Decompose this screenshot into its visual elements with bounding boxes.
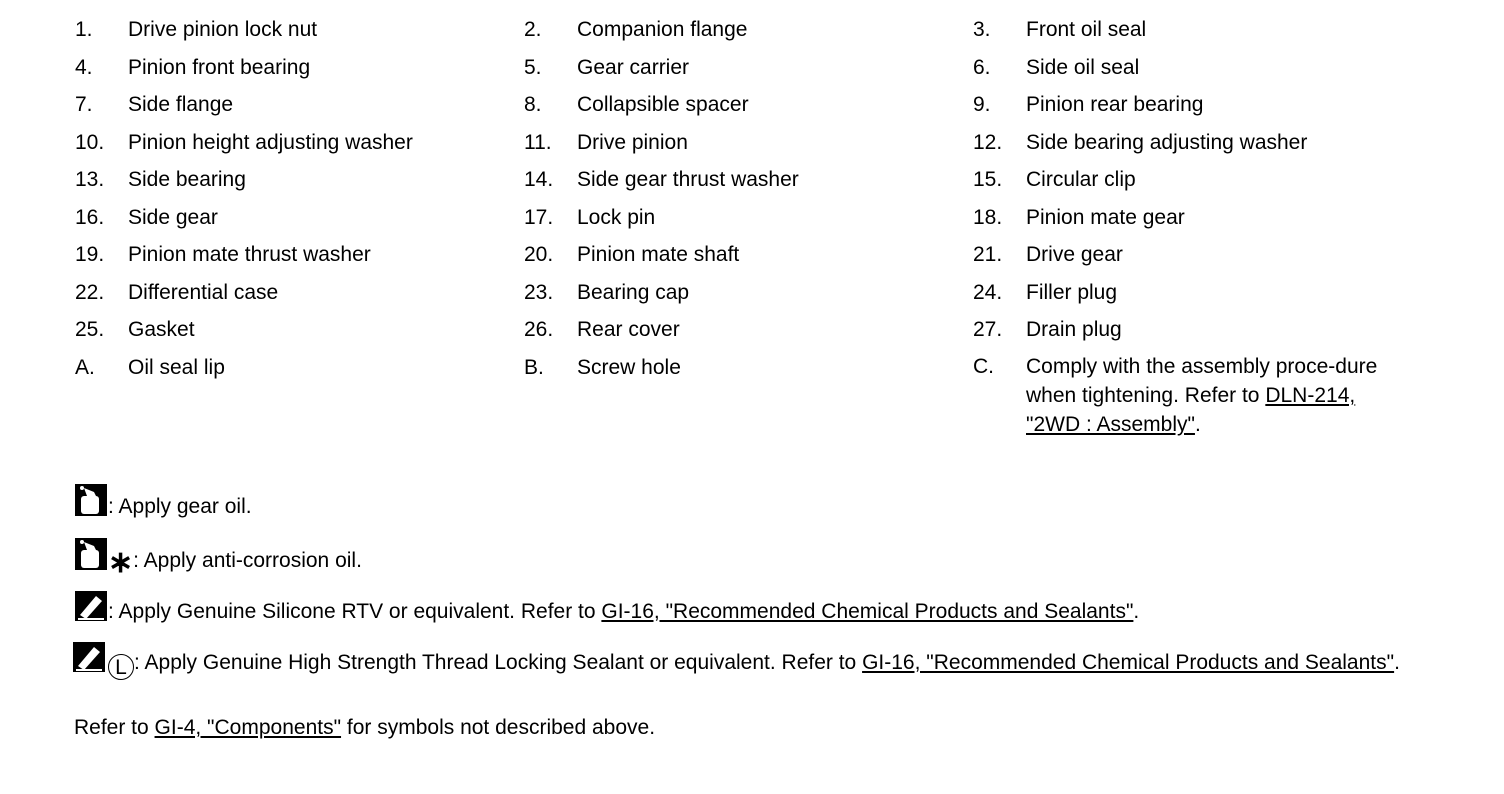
part-number: 17. [524, 205, 554, 229]
part-label: Lock pin [577, 205, 656, 229]
part-number: 20. [524, 243, 554, 266]
part-label: Drive gear [1026, 243, 1123, 266]
part-c-suffix: . [1194, 413, 1201, 436]
part-number: 11. [524, 130, 552, 154]
part-number: 21. [973, 243, 1003, 266]
part-label: Collapsible spacer [577, 93, 749, 116]
gi-16-chemical-products-link[interactable]: GI-16, "Recommended Chemical Products and Sealants" [601, 600, 1134, 623]
gi-16-chemical-products-link[interactable]: GI-16, "Recommended Chemical Products and Sealants" [862, 651, 1395, 674]
part-number: 10. [75, 130, 105, 154]
part-number: 22. [75, 280, 105, 304]
part-number: A. [75, 355, 95, 379]
part-number: 4. [75, 55, 93, 79]
part-number: 15. [973, 168, 1003, 191]
part-number: 18. [973, 205, 1003, 229]
footer-prefix: Refer to [74, 716, 155, 739]
thread-lock-text: : Apply Genuine High Strength Thread Locking Sealant or equivalent. Refer to [134, 651, 863, 674]
footer-suffix: for symbols not described above. [341, 716, 656, 739]
part-label: Bearing cap [577, 280, 690, 304]
part-label: Pinion mate shaft [577, 243, 740, 266]
part-label: Gear carrier [577, 55, 690, 79]
anti-corrosion-text: : Apply anti-corrosion oil. [133, 549, 362, 572]
part-number: 12. [973, 130, 1003, 154]
part-label: Side bearing adjusting washer [1026, 130, 1308, 154]
part-label: Side oil seal [1026, 55, 1140, 79]
part-label: Drive pinion [577, 130, 688, 154]
oil-can-icon [74, 537, 108, 571]
part-label: Filler plug [1026, 280, 1118, 304]
part-label: Screw hole [577, 355, 681, 379]
thread-lock-suffix: . [1394, 651, 1400, 674]
part-number: 5. [524, 55, 542, 79]
part-number: 8. [524, 93, 542, 116]
part-label: Rear cover [577, 318, 680, 341]
symbol-anti-corrosion-row [74, 537, 362, 579]
part-label: Drive pinion lock nut [128, 18, 318, 41]
part-label: Circular clip [1026, 168, 1136, 191]
dln-214-assembly-link[interactable]: DLN-214, "2WD : Assembly" [1026, 384, 1356, 436]
gi-4-components-link[interactable]: GI-4, "Components" [154, 716, 342, 739]
oil-can-icon [74, 483, 108, 517]
part-label: Pinion height adjusting washer [128, 130, 413, 154]
silicone-text: : Apply Genuine Silicone RTV or equivalent. Refer to [108, 600, 602, 623]
part-number: 24. [973, 280, 1003, 304]
part-number: 2. [524, 18, 542, 41]
part-label: Pinion mate thrust washer [128, 243, 371, 266]
part-label: Front oil seal [1026, 18, 1147, 41]
part-number: 26. [524, 318, 554, 341]
part-number: 16. [75, 205, 105, 229]
part-number: 13. [75, 168, 105, 191]
part-number: 3. [973, 18, 991, 41]
part-label: Companion flange [577, 18, 748, 41]
part-number: 7. [75, 93, 93, 116]
gear-oil-text: : Apply gear oil. [108, 495, 252, 518]
part-number: 25. [75, 318, 105, 341]
part-number: 23. [524, 280, 554, 304]
part-number: 14. [524, 168, 554, 191]
part-number: 9. [973, 93, 991, 116]
part-label: Side flange [128, 93, 234, 116]
part-number: 1. [75, 18, 93, 41]
part-label: Pinion front bearing [128, 55, 311, 79]
symbol-silicone-row [74, 590, 1139, 627]
footer-note [74, 713, 655, 743]
part-label: Side gear [128, 205, 218, 229]
part-number: 27. [973, 318, 1003, 341]
part-c-text: Comply with the assembly proce-dure when tightening. Refer to [1026, 355, 1378, 407]
part-label: Gasket [128, 318, 195, 341]
part-label: Side gear thrust washer [577, 168, 799, 191]
part-number: B. [524, 355, 544, 379]
symbol-gear-oil-row [74, 483, 252, 522]
sealant-icon [74, 590, 108, 622]
part-label: Pinion rear bearing [1026, 93, 1204, 116]
part-number: 19. [75, 243, 105, 266]
part-label: Pinion mate gear [1026, 205, 1185, 229]
part-label: Drain plug [1026, 318, 1122, 341]
part-number: 6. [973, 55, 991, 79]
part-number: C. [973, 355, 994, 378]
silicone-suffix: . [1133, 600, 1140, 623]
part-label: Oil seal lip [128, 355, 225, 379]
part-label: Differential case [128, 280, 279, 304]
circle-l-icon: L [108, 654, 134, 680]
part-label: Side bearing [128, 168, 246, 191]
asterisk-icon: ∗ [108, 546, 134, 579]
sealant-icon [72, 641, 106, 673]
part-label [1026, 352, 1406, 439]
symbol-thread-lock-row [72, 641, 1412, 680]
